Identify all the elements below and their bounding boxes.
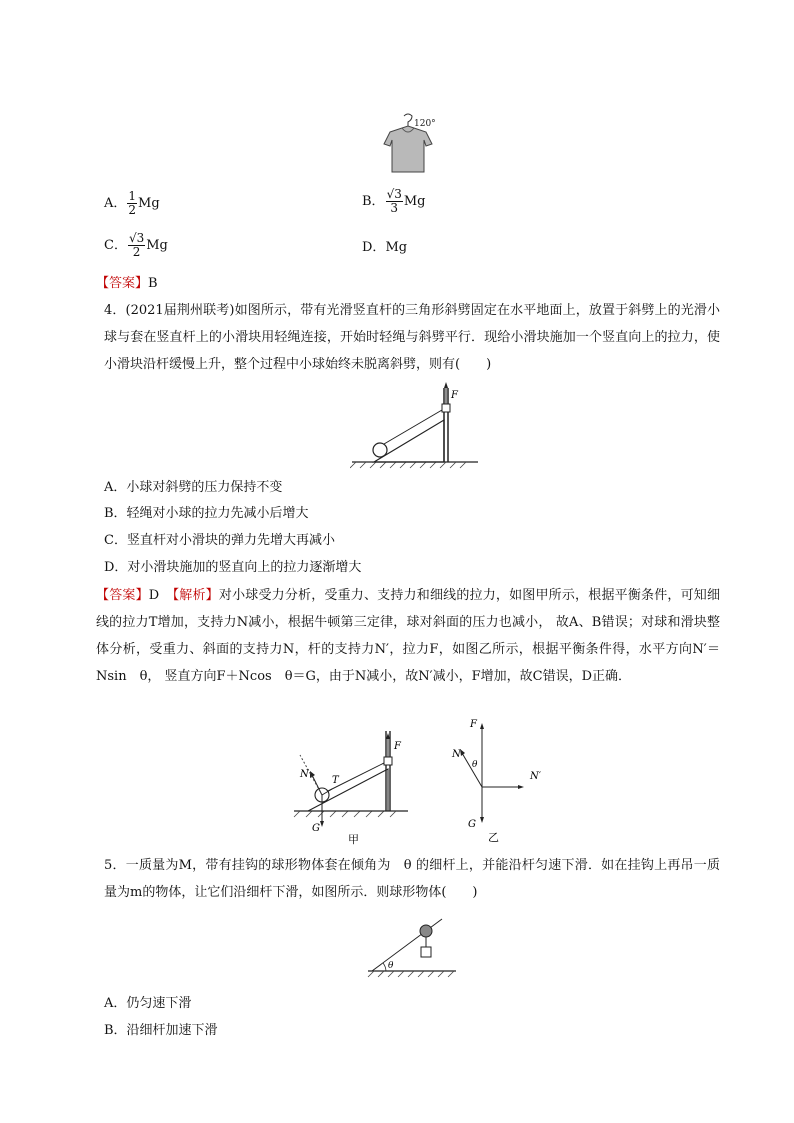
angle-label: 120° [414,119,436,129]
yi-caption: 乙 [488,831,499,844]
q4-option-d: D．对小滑块施加的竖直向上的拉力逐渐增大 [104,560,362,575]
q4-option-a: A．小球对斜劈的压力保持不变 [104,480,283,495]
q3-option-b: B． $\frac{√3}{3}$ Mg [362,187,426,215]
q5-incline-figure [362,915,462,983]
jia-n-label: N [300,769,309,780]
yi-nprime-label: N′ [530,771,542,782]
q4-figure-yi [448,715,548,845]
yi-g-label: G [468,819,476,830]
q4-wedge-figure [350,380,480,470]
q4-stem: 4．(2021届荆州联考)如图所示，带有光滑竖直杆的三角形斜劈固定在水平地面上，放置于斜劈上的光滑小球与套在竖直杆上的小滑块用轻绳连接，开始时轻绳与斜劈平行．现给小滑块施加一个竖直向上的拉力，使小滑块沿杆缓慢上升，整个过程中小球始终未脱离斜劈，则有( ) [104,303,720,372]
q3-option-d: D．Mg [362,240,408,255]
q3-shirt-figure [380,110,450,176]
yi-n-label: N [452,749,461,760]
q4-option-b: B．轻绳对小球的拉力先减小后增大 [104,506,309,521]
yi-theta-label: θ [472,760,478,770]
q5-option-b: B．沿细杆加速下滑 [104,1023,218,1038]
q4-figure-jia [290,725,410,845]
jia-caption: 甲 [348,833,359,845]
q3-option-c: C． $\frac{√3}{2}$ Mg [104,231,168,259]
force-f-label: F [451,390,458,401]
jia-t-label: T [332,775,339,786]
jia-f-label: F [394,741,401,752]
q3-answer: 【答案】B [96,276,158,291]
q5-theta-label: θ [388,961,394,971]
q4-answer-analysis: 【答案】D 【解析】对小球受力分析，受重力、支持力和细线的拉力，如图甲所示，根据平衡条件，可知细线的拉力T增加，支持力N减小，根据牛顿第三定律，球对斜面的压力也减小， 故A、B错误；对球和滑块整体分析，受重力、斜面的支持力N，杆的支持力N′，拉力F，如图乙所示，根据平衡条件得，水平方向N′＝Nsin θ， 竖直方向F＋Ncos θ＝G，由于N减小，故N′减小，F增加，故C错误，D正确． [96,588,720,684]
q4-option-c: C．竖直杆对小滑块的弹力先增大再减小 [104,533,335,548]
yi-f-label: F [470,719,477,730]
q3-option-a: A． $\frac{1}{2}$ Mg [104,189,160,217]
q5-option-a: A．仍匀速下滑 [104,996,192,1011]
q5-stem: 5．一质量为M，带有挂钩的球形物体套在倾角为 θ 的细杆上，并能沿杆匀速下滑．如在挂钩上再吊一质量为m的物体，让它们沿细杆下滑，如图所示．则球形物体( ) [104,858,720,900]
jia-g-label: G [312,823,320,834]
